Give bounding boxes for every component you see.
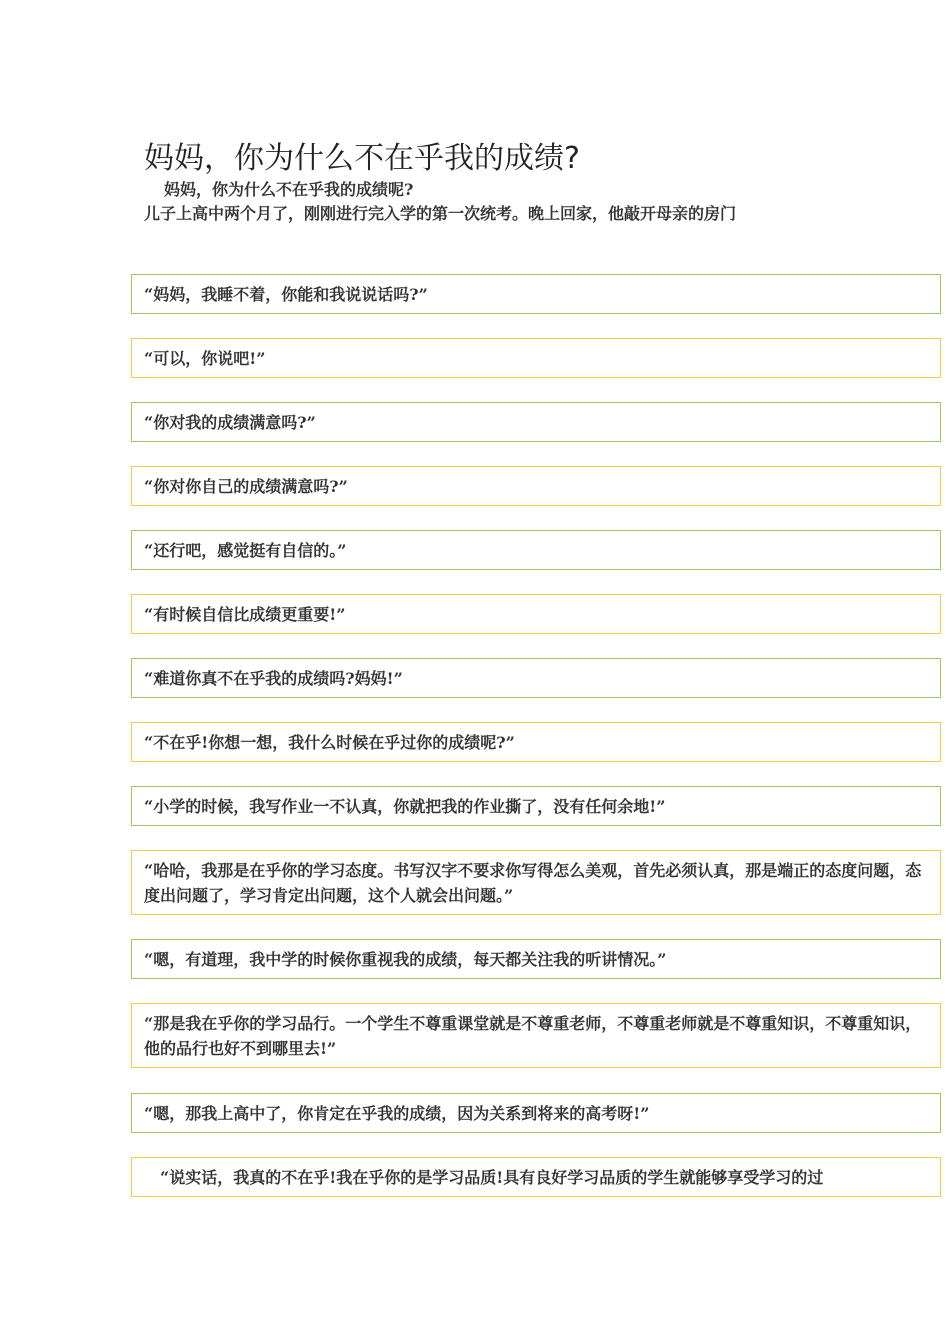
document-title: 妈妈，你为什么不在乎我的成绩? [144,141,580,176]
dialogue-line-2: “可以，你说吧!” [131,338,941,378]
document-subtitle: 妈妈，你为什么不在乎我的成绩呢? [164,180,414,199]
dialogue-line-12: “那是我在乎你的学习品行。一个学生不尊重课堂就是不尊重老师，不尊重老师就是不尊重知识，不尊重知识，他的品行也好不到哪里去!” [131,1003,941,1068]
dialogue-line-7: “难道你真不在乎我的成绩吗?妈妈!” [131,658,941,698]
dialogue-line-13: “嗯，那我上高中了，你肯定在乎我的成绩，因为关系到将来的高考呀!” [131,1093,941,1133]
dialogue-line-9: “小学的时候，我写作业一不认真，你就把我的作业撕了，没有任何余地!” [131,786,941,826]
intro-paragraph: 儿子上高中两个月了，刚刚进行完入学的第一次统考。晚上回家，他敲开母亲的房门 [144,204,737,223]
dialogue-line-10: “哈哈，我那是在乎你的学习态度。书写汉字不要求你写得怎么美观，首先必须认真，那是端正的态度问题，态度出问题了，学习肯定出问题，这个人就会出问题。” [131,850,941,915]
dialogue-line-8: “不在乎!你想一想，我什么时候在乎过你的成绩呢?” [131,722,941,762]
dialogue-line-3: “你对我的成绩满意吗?” [131,402,941,442]
dialogue-line-6: “有时候自信比成绩更重要!” [131,594,941,634]
dialogue-line-4: “你对你自己的成绩满意吗?” [131,466,941,506]
dialogue-line-14: “说实话，我真的不在乎!我在乎你的是学习品质!具有良好学习品质的学生就能够享受学习的过 [131,1157,941,1197]
dialogue-line-1: “妈妈，我睡不着，你能和我说说话吗?” [131,274,941,314]
dialogue-line-5: “还行吧，感觉挺有自信的。” [131,530,941,570]
dialogue-line-11: “嗯，有道理，我中学的时候你重视我的成绩，每天都关注我的听讲情况。” [131,939,941,979]
